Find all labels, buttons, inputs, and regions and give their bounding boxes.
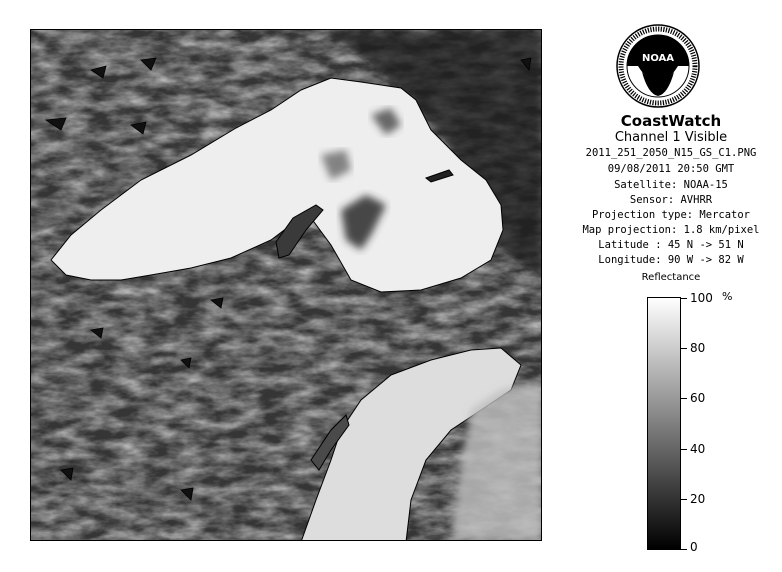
sensor-label: Sensor: AVHRR (629, 194, 713, 206)
logo-text: NOAA (641, 53, 675, 64)
longitude-label: Longitude: 90 W -> 82 W (598, 254, 744, 266)
satellite-image (30, 29, 542, 541)
colorbar-tick (681, 499, 687, 500)
colorbar-tick-label: 80 (690, 341, 706, 355)
colorbar-tick (681, 398, 687, 399)
app-title: CoastWatch (620, 112, 722, 130)
colorbar-tick-label: 0 (690, 540, 698, 554)
legend-title: Reflectance (641, 272, 701, 283)
satellite-image-canvas (31, 30, 542, 541)
filename-label: 2011_251_2050_N15_GS_C1.PNG (585, 147, 757, 159)
map-projection-label: Map projection: 1.8 km/pixel (582, 224, 760, 236)
colorbar-tick-label: 20 (690, 492, 706, 506)
legend-unit: % (722, 290, 733, 303)
colorbar-tick (681, 298, 687, 299)
colorbar-tick-label: 100 (690, 291, 713, 305)
latitude-label: Latitude : 45 N -> 51 N (598, 239, 744, 251)
projection-type-label: Projection type: Mercator (591, 209, 751, 221)
satellite-label: Satellite: NOAA-15 (614, 179, 728, 191)
noaa-logo (616, 24, 700, 108)
colorbar-tick-label: 40 (690, 442, 706, 456)
colorbar-tick-label: 60 (690, 391, 706, 405)
reflectance-colorbar (647, 297, 681, 550)
datetime-label: 09/08/2011 20:50 GMT (607, 163, 735, 175)
colorbar-tick (681, 449, 687, 450)
channel-subtitle: Channel 1 Visible (614, 130, 728, 145)
colorbar-tick (681, 348, 687, 349)
colorbar-tick (681, 549, 687, 550)
